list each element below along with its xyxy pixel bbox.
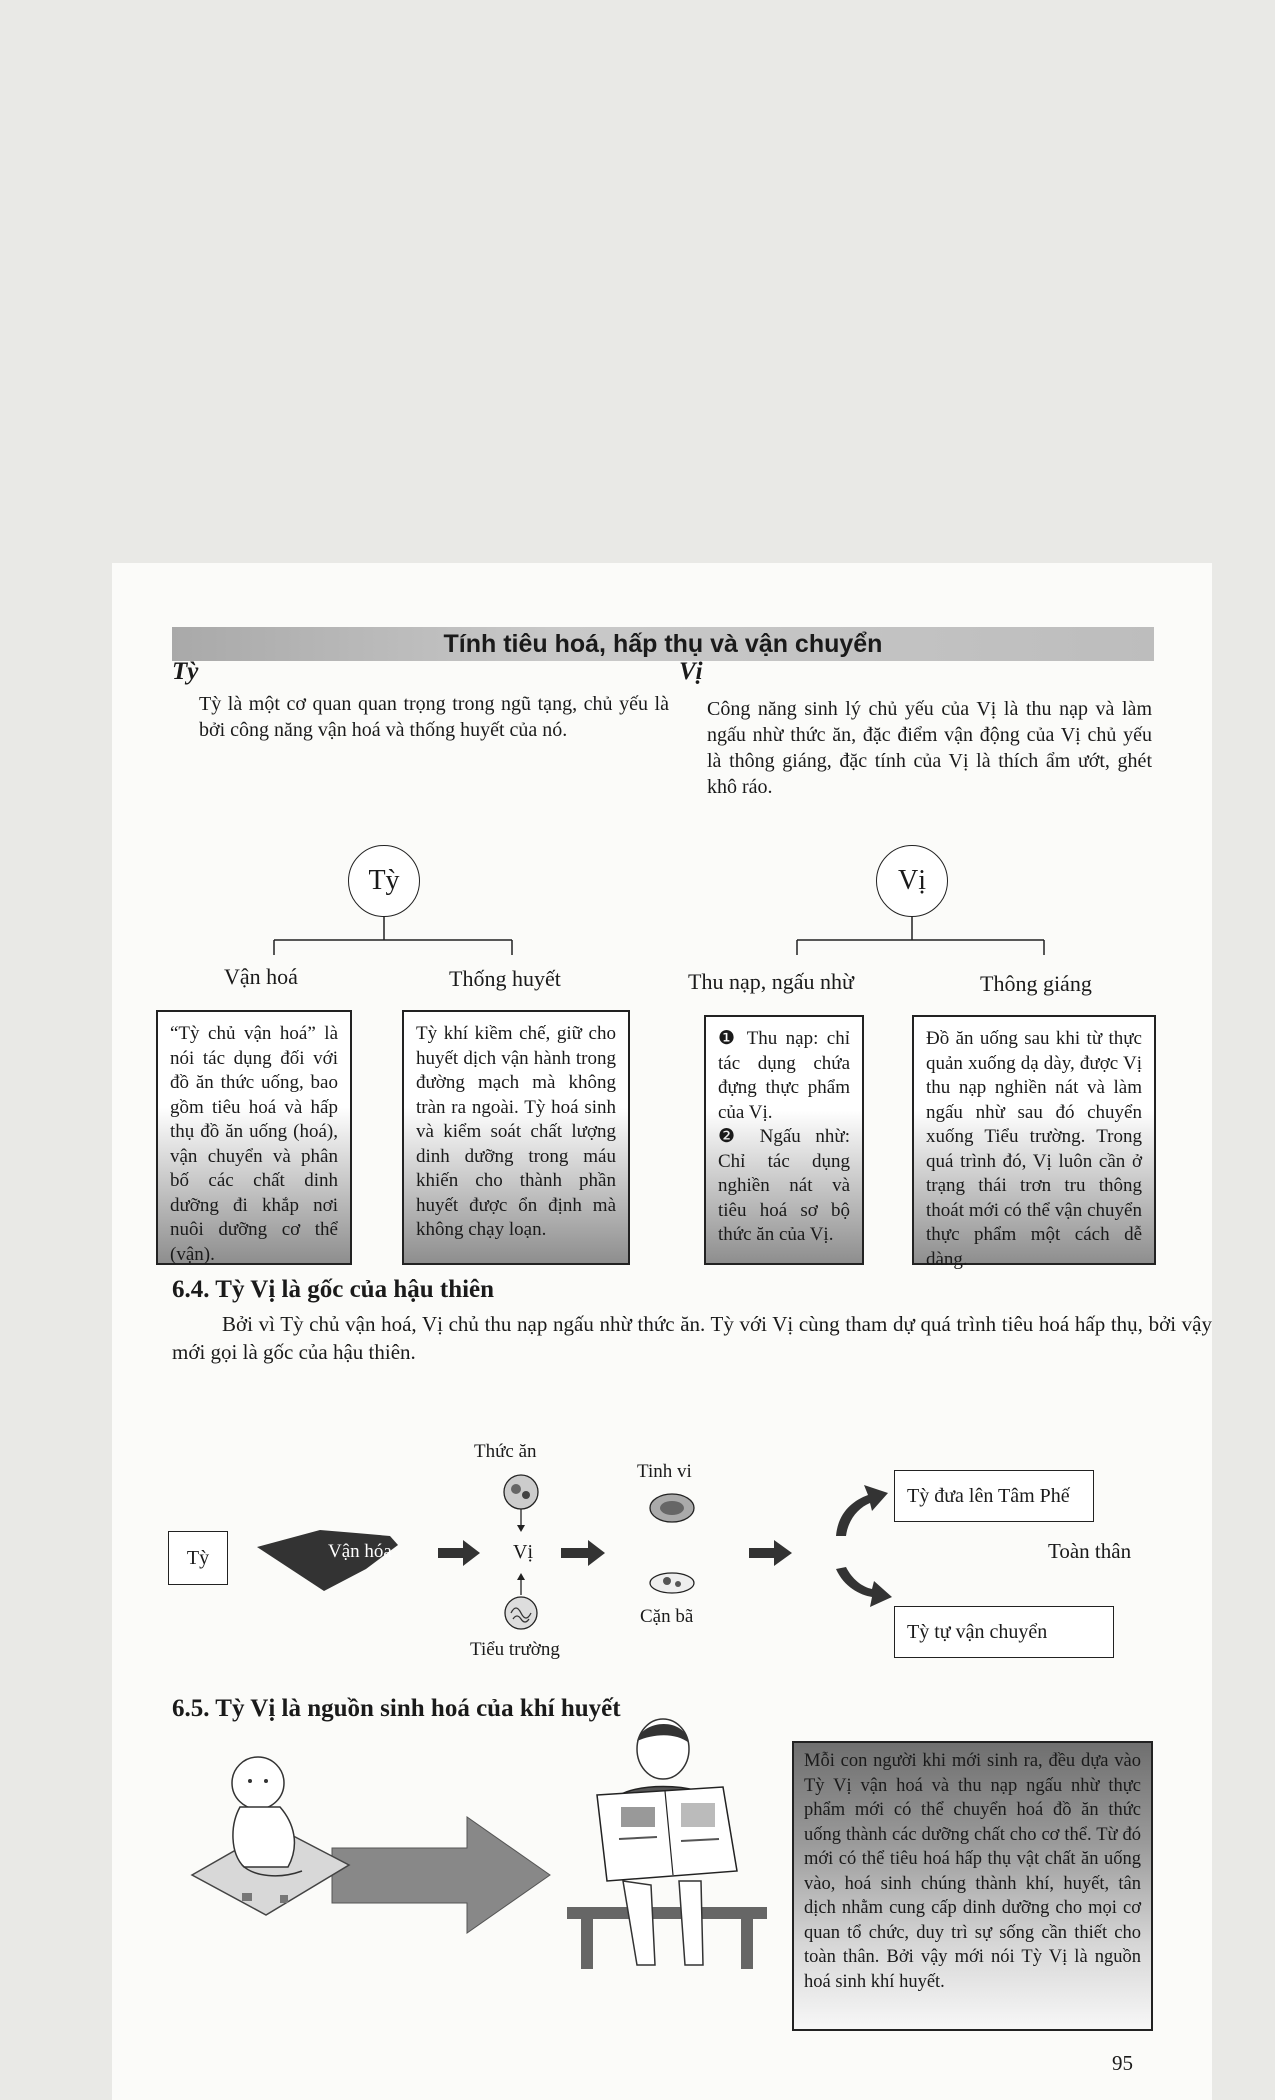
flow-ty-dua-len-box: [894, 1470, 1094, 1522]
flow-ty-tu-van-chuyen-box: [894, 1606, 1114, 1658]
baby-illustration: [184, 1745, 354, 1925]
box-thong-giang-text: Đồ ăn uống sau khi từ thực quản xuống dạ dày, được Vị thu nạp nghiền nát và làm ngấu nhừ sau đó chuyển xuống Tiểu trường. Trong quá trình đó, Vị luôn cần ở trạng thái trơn tru thông thoát mới có thể vận chuyển thực phẩm một cách dễ dàng.: [926, 1028, 1142, 1270]
ty-heading: Tỳ: [172, 658, 199, 685]
box-thu-nap-item-2: ❷ Ngấu nhừ: Chỉ tác dụng nghiền nát và tiêu hoá sơ bộ thức ăn của Vị.: [718, 1126, 850, 1245]
flow-tinh-vi-label: Tinh vi: [637, 1461, 692, 1482]
big-growth-arrow: [332, 1817, 550, 1933]
branch-thu-nap: Thu nạp, ngấu nhừ: [688, 969, 854, 994]
branch-thong-giang: Thông giáng: [980, 971, 1092, 996]
man-reading-illustration: [567, 1715, 787, 1985]
flow-van-hoa-label: Vận hóa: [328, 1541, 392, 1562]
curved-arrow-down: [836, 1567, 892, 1607]
flow-ty-dua-len-label: Tỳ đưa lên Tâm Phế: [907, 1485, 1070, 1507]
vi-description: Công năng sinh lý chủ yếu của Vị là thu nạp và làm ngấu nhừ thức ăn, đặc điểm vận động của Vị chủ yếu là thông giáng, đặc tính của Vị là thích ẩm ướt, ghét khô ráo.: [707, 698, 1152, 798]
section-64-text: Bởi vì Tỳ chủ vận hoá, Vị chủ thu nạp ngấu nhừ thức ăn. Tỳ với Vị cùng tham dự quá trình tiêu hoá hấp thụ, bởi vậy mới gọi là gốc của hậu thiên.: [172, 1312, 1212, 1364]
flow-ty-label: Tỳ: [186, 1547, 210, 1569]
flow-toan-than-label: Toàn thân: [1048, 1539, 1132, 1563]
flow-vi-label: Vị: [513, 1541, 533, 1563]
flow-can-ba-label: Cặn bã: [640, 1606, 694, 1627]
section-title: Tính tiêu hoá, hấp thụ và vận chuyển: [443, 630, 883, 658]
box-van-hoa-text: “Tỳ chủ vận hoá” là nói tác dụng đối với đồ ăn thức uống, bao gồm tiêu hoá và hấp thụ đồ ăn uống (hoá), vận chuyển và phân bố các chất dinh dưỡng đi khắp nơi nuôi dưỡng cơ thể (vận).: [170, 1023, 338, 1265]
box-thong-huyet-text: Tỳ khí kiềm chế, giữ cho huyết dịch vận hành trong đường mạch mà không tràn ra ngoài. Tỳ hoá sinh và kiểm soát chất lượng dinh dưỡng trong máu khiến cho thành phần huyết được ổn định mà không chạy loạn.: [416, 1023, 616, 1240]
vi-circle: Vị: [876, 845, 948, 917]
arrow-to-outputs: [749, 1540, 792, 1566]
branch-thong-huyet: Thống huyết: [449, 966, 561, 991]
section-65-title: 6.5. Tỳ Vị là nguồn sinh hoá của khí huyết: [172, 1695, 621, 1722]
flow-thuc-an-label: Thức ăn: [474, 1441, 537, 1462]
flow-tieu-truong-label: Tiểu trường: [470, 1639, 560, 1660]
flow-ty-tu-van-chuyen-label: Tỳ tự vận chuyển: [907, 1621, 1048, 1643]
book-page: [112, 563, 1212, 2100]
box-thu-nap-item-1: ❶ Thu nạp: chỉ tác dụng chứa đựng thực phẩm của Vị.: [718, 1028, 850, 1123]
section-64-title: 6.4. Tỳ Vị là gốc của hậu thiên: [172, 1276, 495, 1303]
section-65-textbox: [792, 1741, 1153, 2031]
can-ba-icon: [650, 1573, 694, 1593]
curved-arrow-up: [836, 1485, 888, 1536]
page-number: 95: [1112, 2051, 1133, 2075]
vi-heading: Vị: [679, 658, 703, 685]
food-icon: [504, 1475, 538, 1509]
ty-circle: Tỳ: [348, 845, 420, 917]
ty-description: Tỳ là một cơ quan quan trọng trong ngũ tạng, chủ yếu là bởi công năng vận hoá và thống huyết của nó.: [199, 693, 669, 741]
section-65-text: Mỗi con người khi mới sinh ra, đều dựa vào Tỳ Vị vận hoá và thu nạp ngấu nhừ thực phẩm mới có thể chuyển hoá đồ ăn thức uống thành các dưỡng chất cho cơ thể. Từ đó mới có thể tiêu hoá hấp thụ vật chất ăn uống vào, hoá sinh chúng thành khí, huyết, tân dịch nhằm cung cấp dinh dưỡng cho mọi cơ quan tổ chức, duy trì sự sống cần thiết cho toàn thân. Bởi vậy mới nói Tỳ Vị là nguồn hoá sinh khí huyết.: [804, 1751, 1141, 1992]
arrow-to-tinh-vi: [561, 1540, 605, 1566]
arrow-to-vi: [438, 1540, 480, 1566]
branch-van-hoa: Vận hoá: [224, 964, 298, 989]
